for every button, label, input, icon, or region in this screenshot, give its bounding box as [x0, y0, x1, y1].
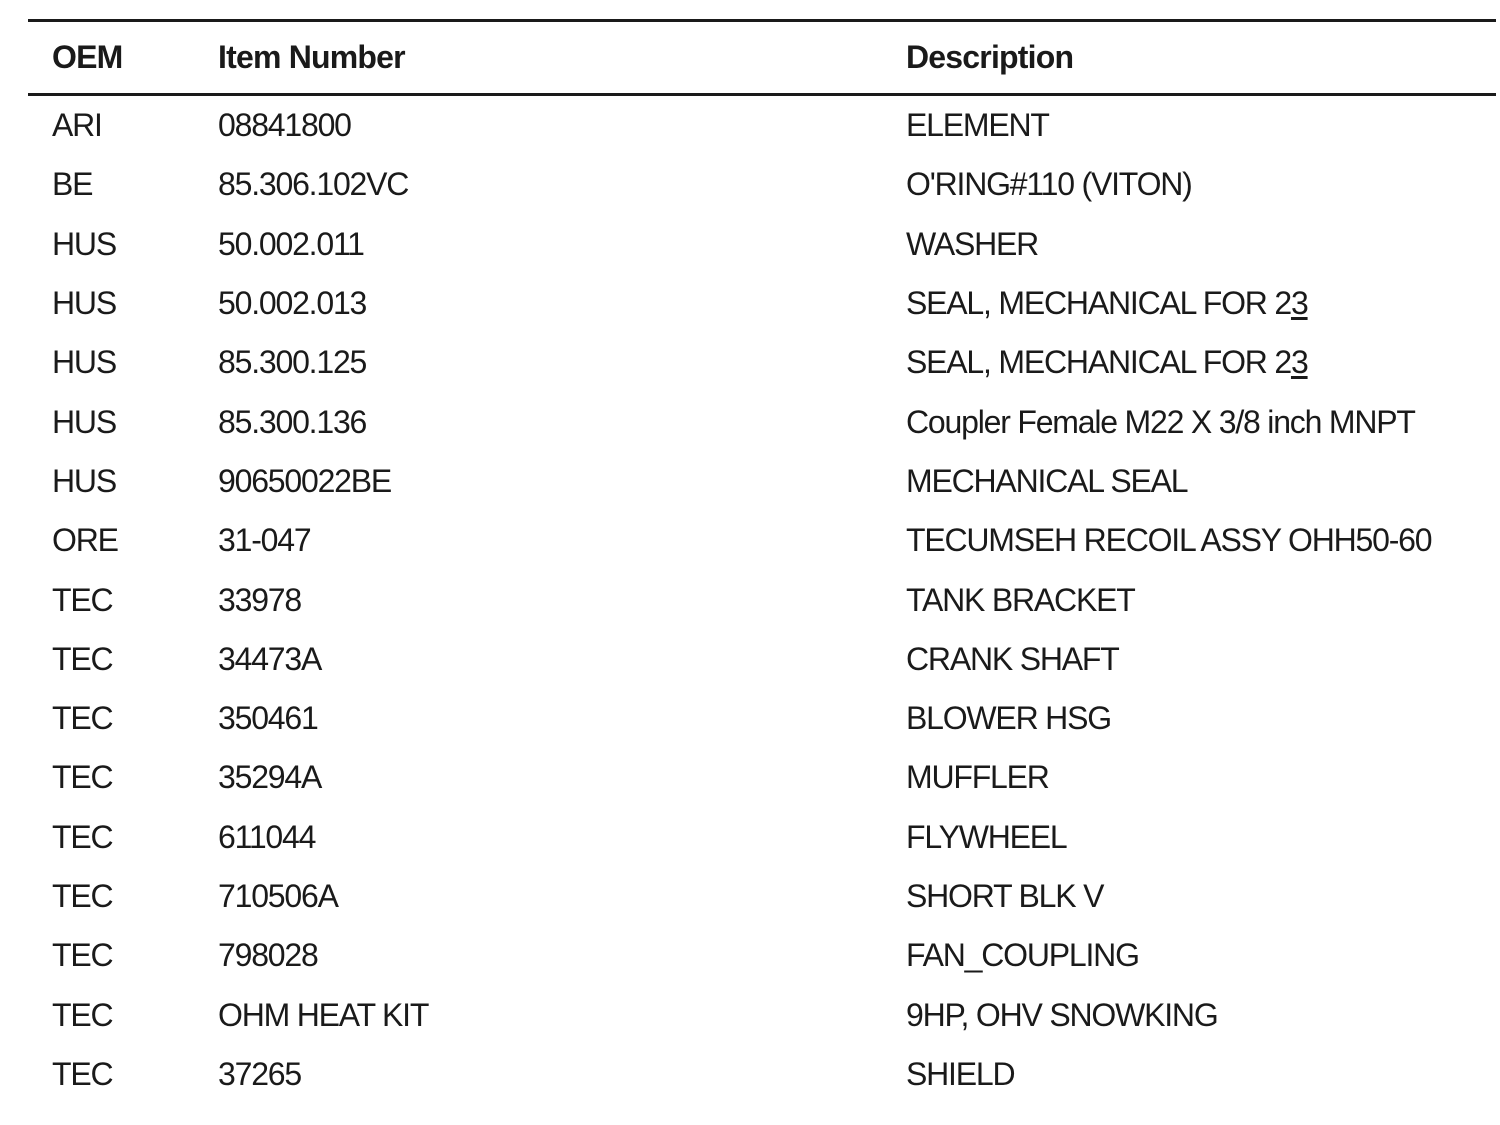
cell-oem: BE: [52, 166, 93, 203]
cell-oem: TEC: [52, 878, 113, 914]
description-text: ELEMENT: [906, 107, 1049, 144]
header-description: Description: [906, 39, 1074, 75]
description-text: 9HP, OHV SNOWKING: [906, 996, 1218, 1033]
cell-description: [906, 808, 1067, 867]
table-row: [28, 1045, 1496, 1104]
cell-description: [906, 333, 1308, 392]
cell-description: [906, 1045, 1014, 1104]
table-row: [28, 274, 1496, 333]
description-text: SEAL, MECHANICAL FOR 2: [906, 344, 1291, 381]
cell-oem: TEC: [52, 1055, 113, 1092]
cell-description: [906, 452, 1187, 511]
table-row: [28, 926, 1496, 985]
description-text: SHIELD: [906, 1055, 1015, 1092]
cell-description: [906, 748, 1049, 807]
cell-description: [906, 926, 1139, 985]
cell-item-number: 350461: [218, 700, 318, 737]
description-text: SHORT BLK V: [906, 878, 1104, 914]
cell-oem: TEC: [52, 700, 113, 737]
cell-description: [906, 96, 1049, 155]
cell-oem: HUS: [52, 285, 116, 322]
table-row: [28, 808, 1496, 867]
description-text: BLOWER HSG: [906, 700, 1111, 737]
cell-item-number: 08841800: [218, 107, 351, 144]
description-underlined-text: 3: [1290, 285, 1308, 322]
cell-description: [906, 985, 1218, 1044]
cell-oem: HUS: [52, 225, 116, 262]
description-underlined-text: 3: [1290, 344, 1308, 381]
table-row: [28, 452, 1496, 511]
table-row: [28, 215, 1496, 274]
cell-oem: TEC: [52, 996, 113, 1033]
description-text: TANK BRACKET: [906, 581, 1135, 618]
table-row: [28, 689, 1496, 748]
parts-table: [28, 19, 1496, 1104]
cell-description: [906, 392, 1415, 451]
table-row: [28, 748, 1496, 807]
description-text: O'RING#110 (VITON): [906, 166, 1192, 203]
description-text: Coupler Female M22 X 3/8 inch MNPT: [906, 403, 1415, 440]
table-header-row: [28, 22, 1496, 93]
cell-description: [906, 511, 1431, 570]
cell-item-number: 798028: [218, 937, 318, 974]
cell-item-number: 37265: [218, 1055, 301, 1092]
table-row: [28, 570, 1496, 629]
table-row: [28, 985, 1496, 1044]
cell-item-number: 34473A: [218, 640, 322, 677]
table-row: [28, 155, 1496, 214]
cell-item-number: 31-047: [218, 522, 311, 559]
description-text: TECUMSEH RECOIL ASSY OHH50-60: [906, 522, 1432, 559]
cell-item-number: 611044: [218, 818, 316, 855]
description-text: MUFFLER: [906, 759, 1049, 796]
description-text: SEAL, MECHANICAL FOR 2: [906, 285, 1291, 322]
cell-item-number: 35294A: [218, 759, 322, 796]
table-row: [28, 333, 1496, 392]
cell-description: [906, 630, 1119, 689]
cell-item-number: OHM HEAT KIT: [218, 996, 429, 1033]
header-oem: OEM: [52, 39, 123, 75]
cell-description: [906, 155, 1192, 214]
table-row: [28, 96, 1496, 155]
cell-item-number: 85.306.102VC: [218, 166, 409, 203]
cell-oem: HUS: [52, 462, 116, 499]
cell-oem: TEC: [52, 581, 113, 618]
cell-description: [906, 215, 1038, 274]
description-text: CRANK SHAFT: [906, 640, 1119, 677]
table-row: [28, 392, 1496, 451]
table-body: [28, 96, 1496, 1104]
cell-oem: TEC: [52, 759, 113, 796]
cell-description: [906, 274, 1308, 333]
cell-item-number: 50.002.013: [218, 285, 367, 322]
table-row: [28, 867, 1496, 926]
cell-oem: ARI: [52, 107, 102, 144]
description-text: FLYWHEEL: [906, 818, 1067, 855]
cell-oem: TEC: [52, 640, 113, 677]
cell-item-number: 710506A: [218, 878, 338, 914]
cell-item-number: 85.300.125: [218, 344, 367, 381]
table-row: [28, 630, 1496, 689]
cell-item-number: 50.002.011: [218, 225, 364, 262]
header-item-number: Item Number: [218, 39, 405, 75]
description-text: FAN_COUPLING: [906, 937, 1139, 974]
cell-oem: HUS: [52, 344, 116, 381]
table-row: [28, 511, 1496, 570]
cell-oem: TEC: [52, 937, 113, 974]
cell-oem: ORE: [52, 522, 118, 559]
cell-description: [906, 570, 1135, 629]
description-text: MECHANICAL SEAL: [906, 462, 1188, 499]
cell-item-number: 33978: [218, 581, 301, 618]
cell-description: [906, 867, 1103, 926]
cell-oem: TEC: [52, 818, 113, 855]
cell-item-number: 85.300.136: [218, 403, 367, 440]
cell-item-number: 90650022BE: [218, 462, 392, 499]
cell-oem: HUS: [52, 403, 116, 440]
cell-description: [906, 689, 1111, 748]
description-text: WASHER: [906, 225, 1039, 262]
